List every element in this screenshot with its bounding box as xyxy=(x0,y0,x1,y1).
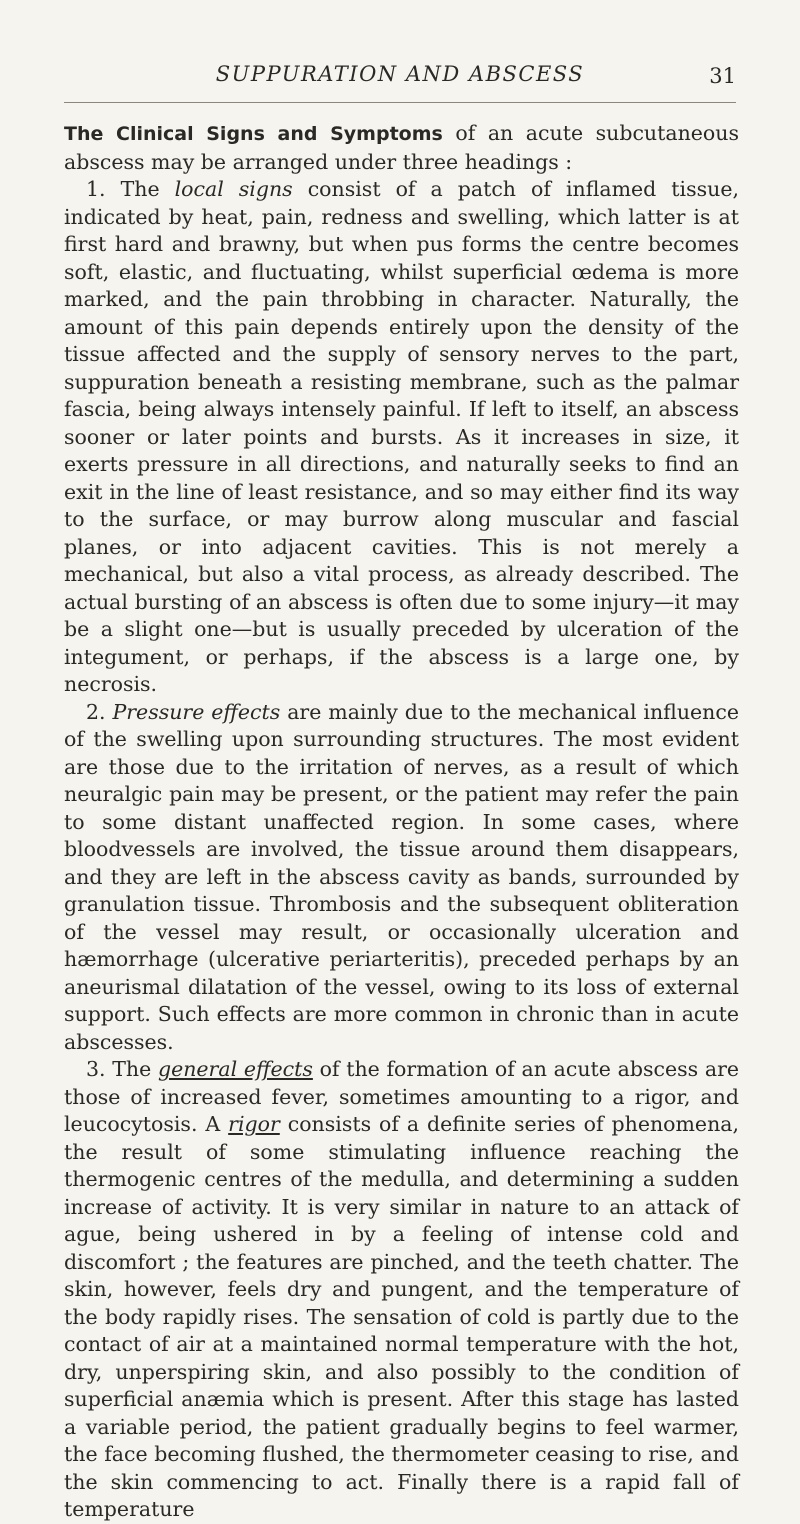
section-heading: The Clinical Signs and Symptoms xyxy=(64,123,443,145)
paragraph-text: consist of a patch of inflamed tissue, indicated by heat, pain, redness and swelling, which latter is at first hard and brawny, but when pus forms the centre becomes soft, elastic, and fluctuating, whilst superficial œdema is more marked, and the pain throbbing in character. Naturally, the amount of this pain depends entirely upon the density of the tissue affected and the supply of sensory nerves to the part, suppuration beneath a resisting membrane, such as the palmar fascia, being always intensely painful. If left to itself, an abscess sooner or later points and bursts. As it increases in size, it exerts pressure in all directions, and naturally seeks to find an exit in the line of least resistance, and so may either find its way to the surface, or may burrow along muscular and fascial planes, or into adjacent cavities. This is not merely a mechanical, but also a vital process, as already described. The actual bursting of an abscess is often due to some injury—it may be a slight one—but is usually preceded by ulceration of the integument, or perhaps, if the abscess is a large one, by necrosis. xyxy=(64,177,739,696)
intro-paragraph xyxy=(64,120,739,176)
intro-text: of an acute subcutaneous abscess may be arranged under three headings : xyxy=(64,121,739,174)
term-general-effects: general effects xyxy=(157,1057,313,1081)
paragraph-pressure-effects xyxy=(64,699,739,1057)
term-local-signs: local signs xyxy=(174,177,293,201)
term-rigor: rigor xyxy=(228,1112,280,1136)
term-pressure-effects: Pressure effects xyxy=(112,699,281,724)
paragraph-general-effects xyxy=(64,1056,739,1524)
paragraph-text: of the formation of an acute abscess are those of increased fever, sometimes amounting to a rigor, and leucocytosis. A xyxy=(64,1057,739,1136)
body-text xyxy=(64,120,739,1524)
page-number: 31 xyxy=(709,64,736,88)
header-rule xyxy=(64,102,736,103)
item-number: 1. The xyxy=(86,177,175,201)
paragraph-text: consists of a definite series of phenomena, the result of some stimulating influence reaching the thermogenic centres of the medulla, and determining a sudden increase of activity. It is very similar in nature to an attack of ague, being ushered in by a feeling of intense cold and discomfort ; the features are pinched, and the teeth chatter. The skin, however, feels dry and pungent, and the temperature of the body rapidly rises. The sensation of cold is partly due to the contact of air at a maintained normal temperature with the hot, dry, unperspiring skin, and also possibly to the condition of superficial anæmia which is present. After this stage has lasted a variable period, the patient gradually begins to feel warmer, the face becoming flushed, the thermometer ceasing to rise, and the skin commencing to act. Finally there is a rapid fall of temperature xyxy=(64,1112,740,1521)
page-header xyxy=(0,62,800,92)
paragraph-text: are mainly due to the mechanical influence of the swelling upon surrounding structures. The most evident are those due to the irritation of nerves, as a result of which neuralgic pain may be present, or the patient may refer the pain to some distant unaffected region. In some cases, where bloodvessels are involved, the tissue around them disappears, and they are left in the abscess cavity as bands, surrounded by granulation tissue. Thrombosis and the subsequent obliteration of the vessel may result, or occasionally ulceration and hæmorrhage (ulcerative periarteritis), preceded perhaps by an aneurismal dilatation of the vessel, owing to its loss of external support. Such effects are more common in chronic than in acute abscesses. xyxy=(64,699,739,1054)
paragraph-local-signs xyxy=(64,176,739,699)
item-number: 2. xyxy=(86,699,113,724)
running-head: SUPPURATION AND ABSCESS xyxy=(215,62,585,86)
item-number: 3. The xyxy=(86,1057,158,1081)
